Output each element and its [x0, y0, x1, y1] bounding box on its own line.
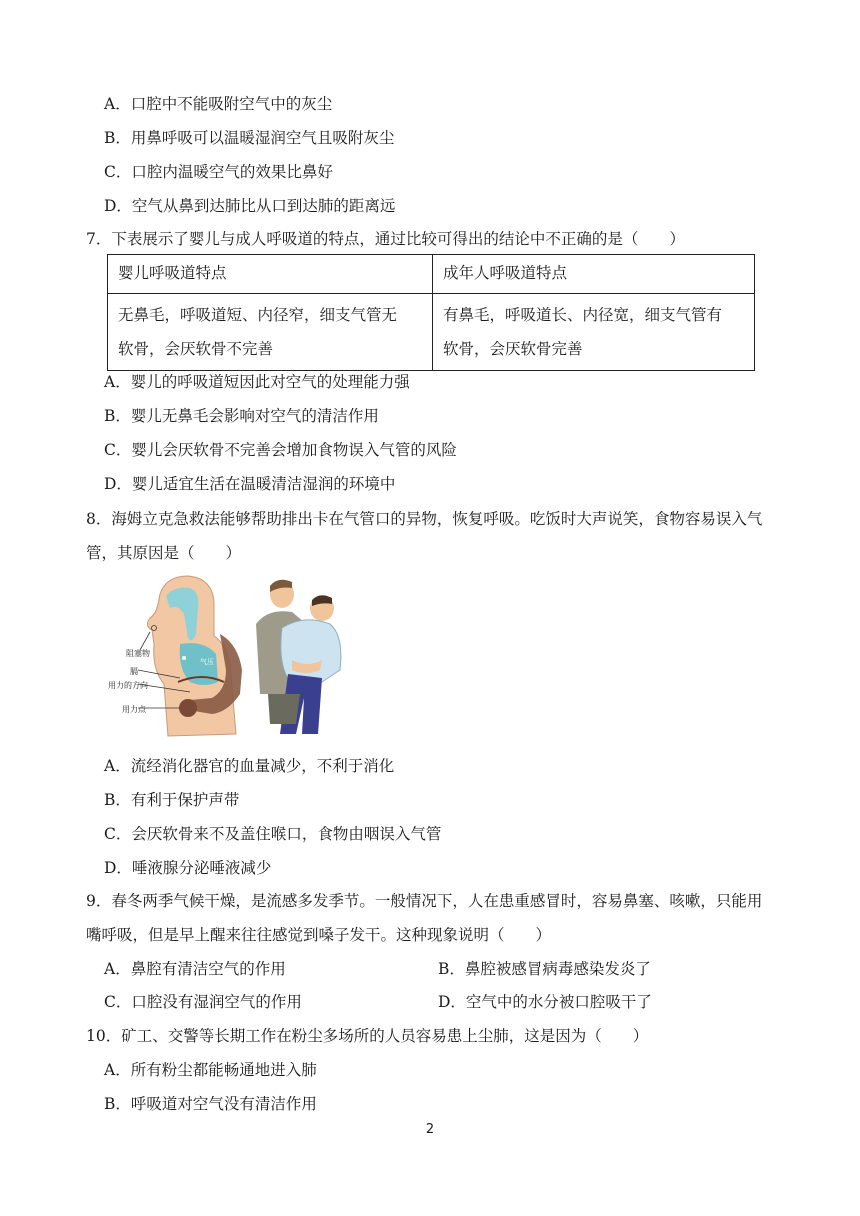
q6-option-c: C．口腔内温暖空气的效果比鼻好 — [104, 163, 333, 181]
q8-option-b: B．有利于保护声带 — [104, 791, 240, 809]
q10-stem: 10．矿工、交警等长期工作在粉尘多场所的人员容易患上尘肺，这是因为（ ） — [86, 1027, 649, 1045]
q7-stem: 7．下表展示了婴儿与成人呼吸道的特点，通过比较可得出的结论中不正确的是（ ） — [86, 230, 685, 248]
q8-option-a: A．流经消化器官的血量减少，不利于消化 — [104, 757, 395, 775]
q8-option-c: C．会厌软骨来不及盖住喉口，食物由咽误入气管 — [104, 825, 442, 843]
page-number: 2 — [425, 1122, 435, 1137]
q10-option-a: A．所有粉尘都能畅通地进入肺 — [104, 1061, 317, 1079]
heimlich-illustration — [108, 574, 364, 742]
table-cell-infant-line1: 无鼻毛，呼吸道短、内径窄，细支气管无 — [118, 306, 398, 324]
label-obstruction: 阻塞物 — [126, 649, 150, 658]
q9-option-b: B．鼻腔被感冒病毒感染发炎了 — [438, 960, 651, 978]
table-header-infant: 婴儿呼吸道特点 — [108, 255, 433, 294]
table-cell-infant-line2: 软骨，会厌软骨不完善 — [118, 340, 274, 358]
label-force-direction: 用力的方向 — [108, 681, 148, 690]
label-airpressure: 气压 — [200, 658, 214, 666]
heimlich-diagram — [108, 574, 364, 742]
q10-option-b: B．呼吸道对空气没有清洁作用 — [104, 1095, 317, 1113]
table-header-adult: 成年人呼吸道特点 — [433, 255, 755, 294]
q9-option-a: A．鼻腔有清洁空气的作用 — [104, 960, 286, 978]
table-cell-adult-line2: 软骨，会厌软骨完善 — [443, 340, 583, 358]
q7-option-c: C．婴儿会厌软骨不完善会增加食物误入气管的风险 — [104, 441, 457, 459]
table-cell-infant — [108, 294, 433, 371]
q8-stem-line1: 8．海姆立克急救法能够帮助排出卡在气管口的异物，恢复呼吸。吃饭时大声说笑，食物容易误入气 — [86, 510, 763, 528]
table-cell-adult — [433, 294, 755, 371]
q7-comparison-table — [107, 254, 755, 371]
q7-option-a: A．婴儿的呼吸道短因此对空气的处理能力强 — [104, 373, 410, 391]
q7-option-b: B．婴儿无鼻毛会影响对空气的清洁作用 — [104, 407, 379, 425]
label-force-point: 用力点 — [122, 705, 146, 714]
q9-stem-line2: 嘴呼吸，但是早上醒来往往感觉到嗓子发干。这种现象说明（ ） — [86, 926, 552, 944]
q9-option-c: C．口腔没有湿润空气的作用 — [104, 993, 302, 1011]
q8-option-d: D．唾液腺分泌唾液减少 — [104, 859, 272, 877]
table-cell-adult-line1: 有鼻毛，呼吸道长、内径宽，细支气管有 — [443, 306, 723, 324]
q9-stem-line1: 9．春冬两季气候干燥，是流感多发季节。一般情况下，人在患重感冒时，容易鼻塞、咳嗽，只能用 — [86, 892, 763, 910]
q8-stem-line2: 管，其原因是（ ） — [86, 544, 242, 562]
q7-option-d: D．婴儿适宜生活在温暖清洁湿润的环境中 — [104, 475, 396, 493]
q6-option-b: B．用鼻呼吸可以温暖湿润空气且吸附灰尘 — [104, 129, 395, 147]
q9-option-d: D．空气中的水分被口腔吸干了 — [438, 993, 652, 1011]
q6-option-d: D．空气从鼻到达肺比从口到达肺的距离远 — [104, 197, 396, 215]
label-diaphragm: 膈 — [130, 667, 138, 676]
q6-option-a: A．口腔中不能吸附空气中的灰尘 — [104, 95, 333, 113]
